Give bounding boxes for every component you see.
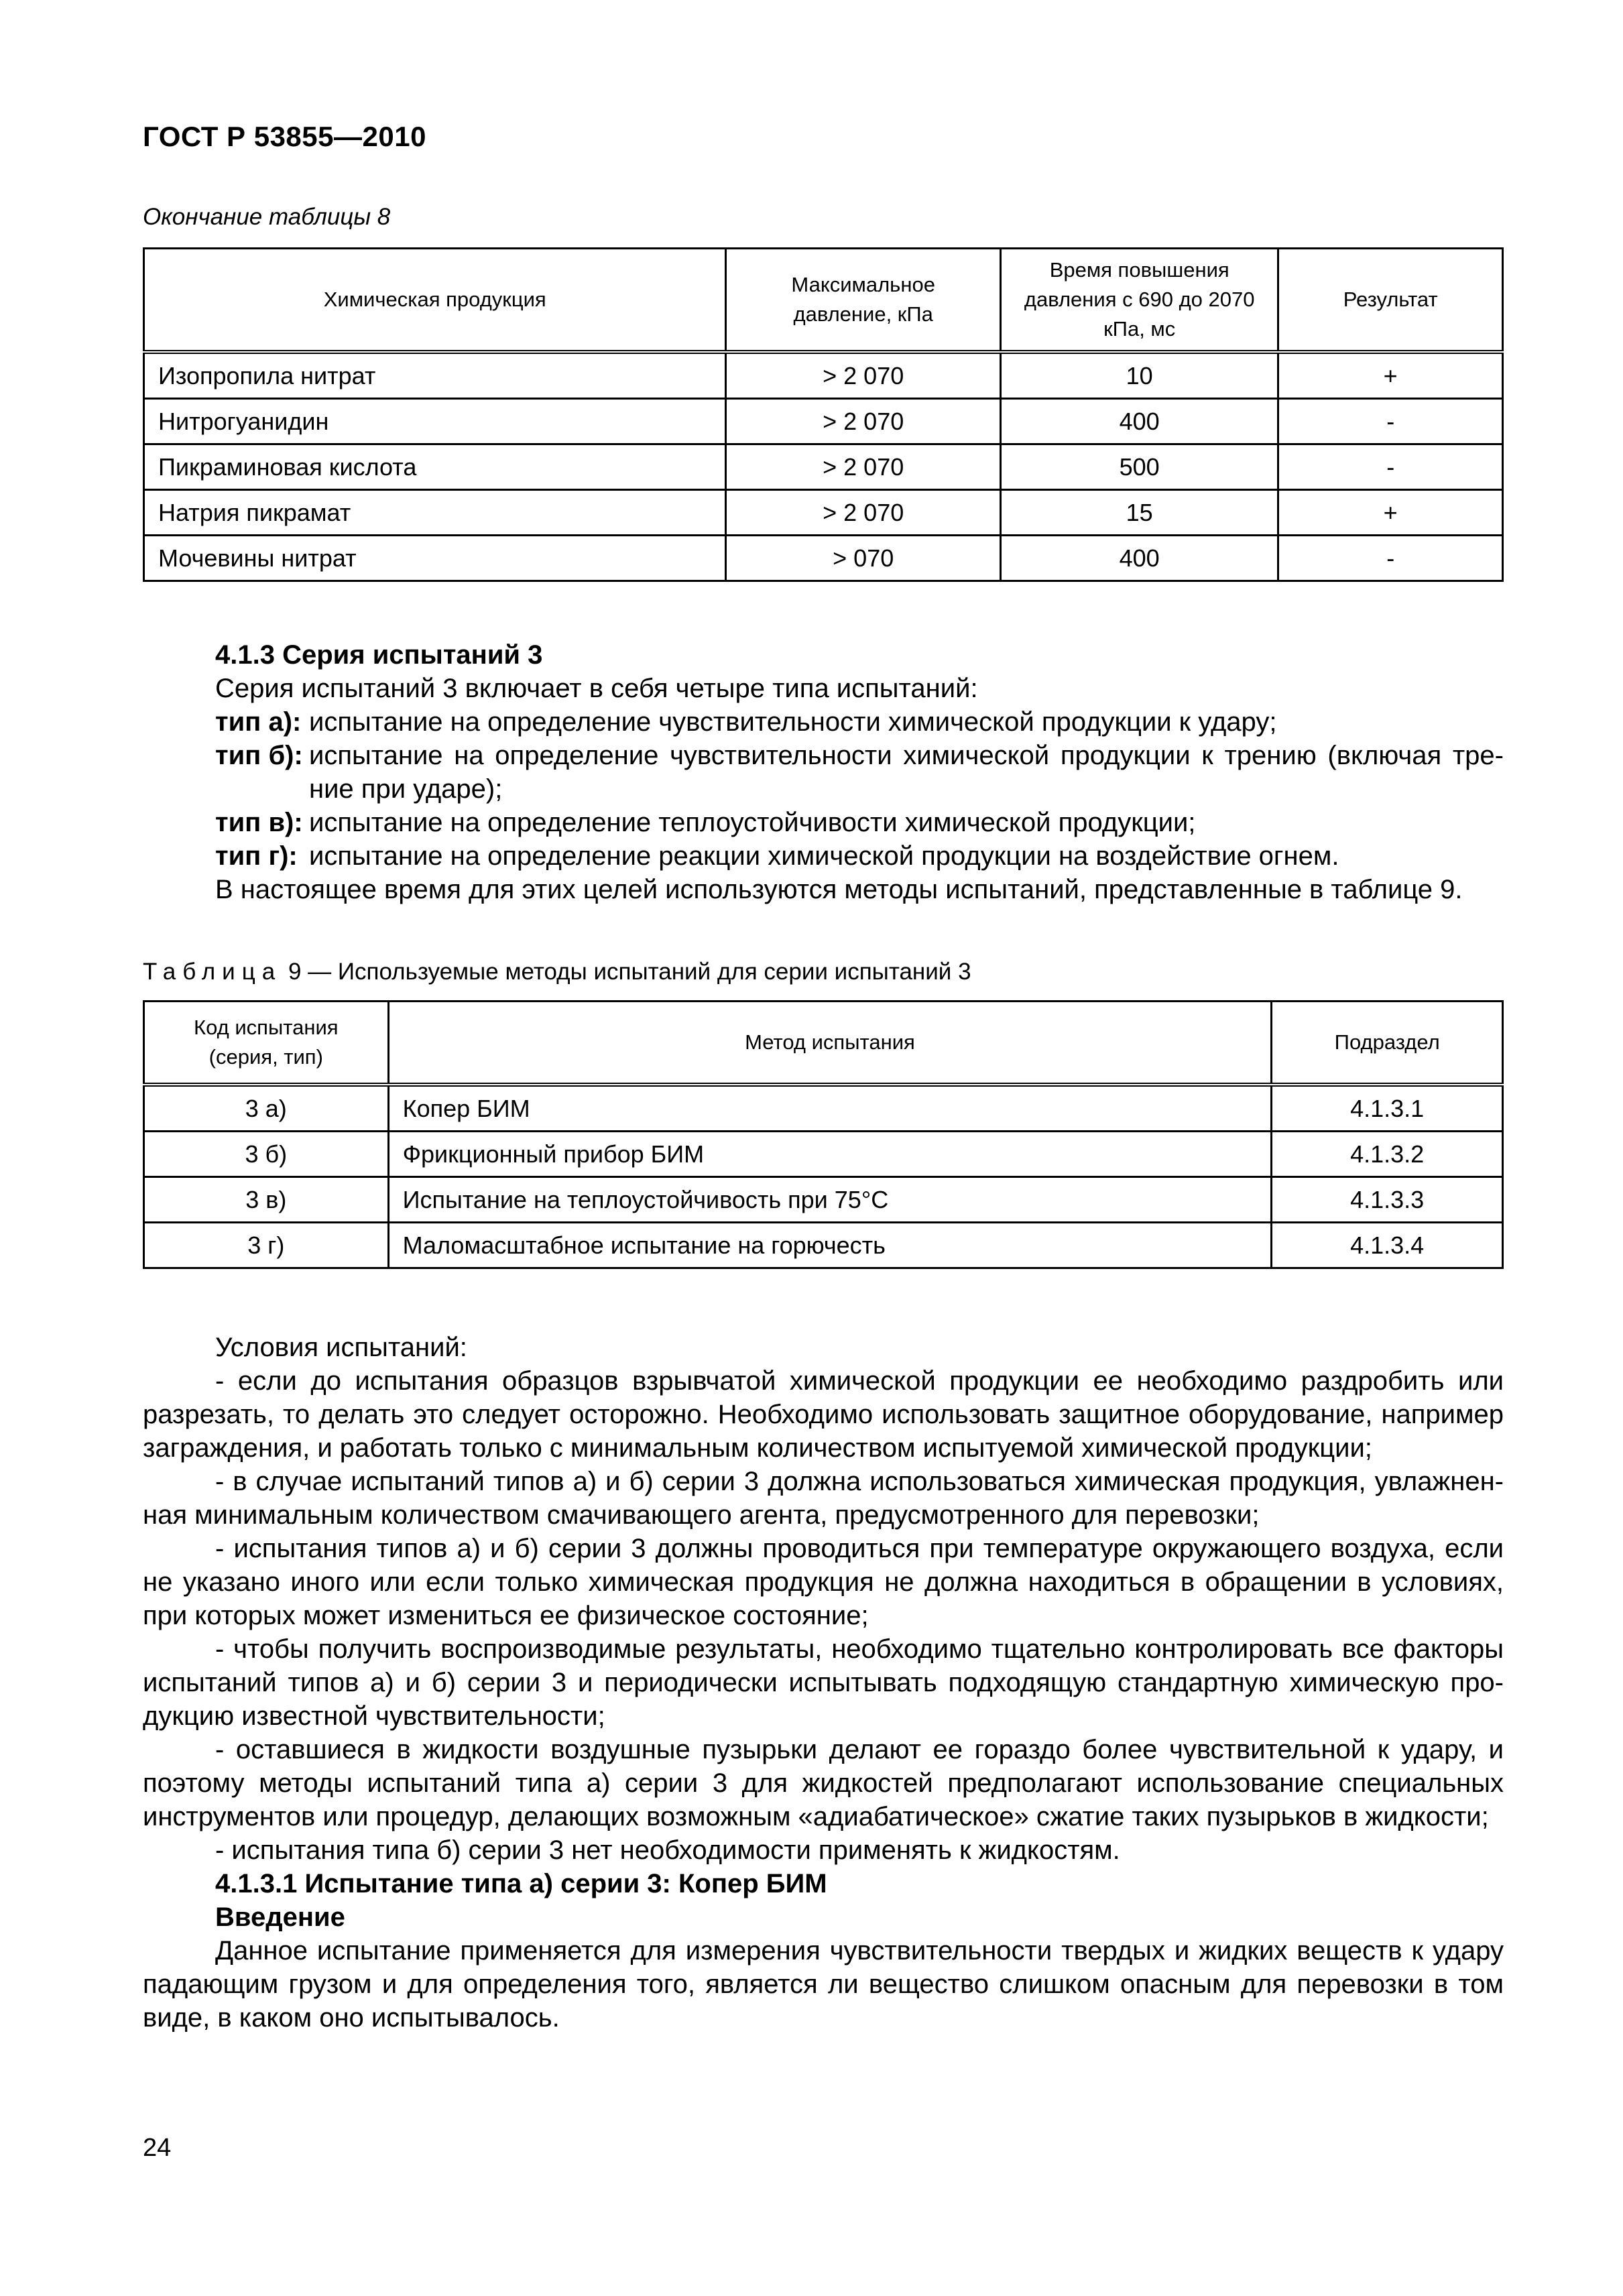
- table-row: [144, 536, 1503, 581]
- table-cell: Пикраминовая кислота: [144, 444, 726, 490]
- table-cell: -: [1278, 536, 1503, 581]
- list-item-tag: тип а):: [215, 707, 302, 737]
- table-8: [143, 247, 1504, 582]
- table-cell: 4.1.3.3: [1272, 1177, 1503, 1223]
- section-4-1-3: [143, 638, 1504, 906]
- table-cell: > 2 070: [726, 352, 1001, 399]
- table-row: [144, 352, 1503, 399]
- table-cell: -: [1278, 399, 1503, 444]
- paragraph: - оставшиеся в жидкости воздушные пузырьки делают ее гораздо более чувствительной к удару, и поэтому методы испытаний типа а) серии 3 для жидкостей предполагают использование специальных инструментов или процедур, делающих возможным «адиабатическое» сжатие таких пузырьков в жидкости;: [143, 1735, 1504, 1831]
- table-row: [144, 444, 1503, 490]
- table-cell: 4.1.3.4: [1272, 1223, 1503, 1268]
- table-cell: 3 а): [144, 1085, 389, 1132]
- paragraph: - чтобы получить воспроизводимые результаты, необходимо тщательно контролировать все факторы испытаний типов а) и б) серии 3 и периодически испытывать подходящую стандартную химическую про-дукцию известной чувствительности;: [143, 1634, 1504, 1731]
- table-9: [143, 1000, 1504, 1269]
- section-intro: Серия испытаний 3 включает в себя четыре типа испытаний:: [215, 674, 978, 703]
- intro-heading: Введение: [215, 1902, 345, 1932]
- document-header: ГОСТ Р 53855—2010: [143, 121, 426, 152]
- list-item: [143, 839, 1504, 873]
- section-heading: 4.1.3 Серия испытаний 3: [215, 640, 543, 670]
- table-row: [144, 1085, 1503, 1132]
- table-cell: Мочевины нитрат: [144, 536, 726, 581]
- column-header: Метод испытания: [388, 1002, 1272, 1085]
- table-cell: 400: [1000, 536, 1278, 581]
- table-cell: > 2 070: [726, 490, 1001, 536]
- list-item-text: испытание на определение чувствительности химической продукции к трению (включая тре-ние при ударе);: [309, 741, 1504, 804]
- table-cell: 400: [1000, 399, 1278, 444]
- table-cell: 3 в): [144, 1177, 389, 1223]
- list-item: [143, 739, 1504, 806]
- paragraph: - испытания типа б) серии 3 нет необходимости применять к жидкостям.: [215, 1835, 1120, 1865]
- table-cell: Испытание на теплоустойчивость при 75°С: [388, 1177, 1272, 1223]
- list-item-text: испытание на определение теплоустойчивости химической продукции;: [309, 808, 1196, 837]
- table-cell: Копер БИМ: [388, 1085, 1272, 1132]
- paragraph: - испытания типов а) и б) серии 3 должны проводиться при температуре окружающего воздуха, если не указано иного или если только химическая продукция не должна находиться в обращении в условиях, при которых может измениться ее физическое состояние;: [143, 1534, 1504, 1630]
- paragraph: Данное испытание применяется для измерения чувствительности твердых и жидких веществ к удару падающим грузом и для определения того, является ли вещество слишком опасным для перевозки в том виде, в каком оно испытывалось.: [143, 1936, 1504, 2033]
- table-cell: Нитрогуанидин: [144, 399, 726, 444]
- table-header-row: [144, 249, 1503, 353]
- table-row: [144, 399, 1503, 444]
- table-cell: 4.1.3.1: [1272, 1085, 1503, 1132]
- column-header: Подраздел: [1272, 1002, 1503, 1085]
- paragraph: - если до испытания образцов взрывчатой химической продукции ее необходимо раздробить или разрезать, то делать это следует осторожно. Необходимо использовать защитное оборудование, например заграждения, и работать только с минимальным количеством испытуемой химической продукции;: [143, 1366, 1504, 1463]
- table9-caption: [143, 959, 971, 985]
- list-item-tag: тип в):: [215, 808, 303, 837]
- table-cell: Натрия пикрамат: [144, 490, 726, 536]
- table-cell: > 070: [726, 536, 1001, 581]
- table8-caption: Окончание таблицы 8: [143, 204, 391, 230]
- subsection-heading: 4.1.3.1 Испытание типа а) серии 3: Копер БИМ: [215, 1869, 827, 1898]
- column-header: Максимальное давление, кПа: [726, 249, 1001, 353]
- table-cell: Маломасштабное испытание на горючесть: [388, 1223, 1272, 1268]
- list-item: [143, 705, 1504, 739]
- list-item-tag: тип г):: [215, 841, 298, 871]
- column-header: Результат: [1278, 249, 1503, 353]
- column-header: Код испытания (серия, тип): [144, 1002, 389, 1085]
- table-row: [144, 1177, 1503, 1223]
- section-closing: В настоящее время для этих целей используются методы испытаний, представленные в таблице 9.: [215, 875, 1463, 904]
- list-item: [143, 806, 1504, 839]
- page-number: 24: [143, 2134, 172, 2162]
- table-cell: Изопропила нитрат: [144, 352, 726, 399]
- list-item-text: испытание на определение чувствительности химической продукции к удару;: [309, 707, 1277, 737]
- table-cell: 3 б): [144, 1132, 389, 1177]
- table-cell: 500: [1000, 444, 1278, 490]
- table9-caption-label: Таблица: [143, 959, 282, 985]
- table-cell: +: [1278, 490, 1503, 536]
- list-item-tag: тип б):: [215, 741, 303, 770]
- table-header-row: [144, 1002, 1503, 1085]
- table-cell: 10: [1000, 352, 1278, 399]
- table-cell: 3 г): [144, 1223, 389, 1268]
- column-header: Время повышения давления с 690 до 2070 кПа, мс: [1000, 249, 1278, 353]
- table-row: [144, 1223, 1503, 1268]
- table-cell: Фрикционный прибор БИМ: [388, 1132, 1272, 1177]
- table-cell: -: [1278, 444, 1503, 490]
- list-item-text: испытание на определение реакции химической продукции на воздействие огнем.: [309, 841, 1339, 871]
- table-cell: > 2 070: [726, 399, 1001, 444]
- table-cell: +: [1278, 352, 1503, 399]
- paragraph: - в случае испытаний типов а) и б) серии 3 должна использоваться химическая продукция, увлажнен-ная минимальным количеством смачивающего агента, предусмотренного для перевозки;: [143, 1467, 1504, 1530]
- table9-caption-text: 9 — Используемые методы испытаний для серии испытаний 3: [282, 959, 971, 985]
- conditions-title: Условия испытаний:: [215, 1333, 467, 1362]
- column-header: Химическая продукция: [144, 249, 726, 353]
- table-cell: 15: [1000, 490, 1278, 536]
- table-cell: 4.1.3.2: [1272, 1132, 1503, 1177]
- table-cell: > 2 070: [726, 444, 1001, 490]
- table-row: [144, 1132, 1503, 1177]
- table-row: [144, 490, 1503, 536]
- test-conditions: [143, 1331, 1504, 2035]
